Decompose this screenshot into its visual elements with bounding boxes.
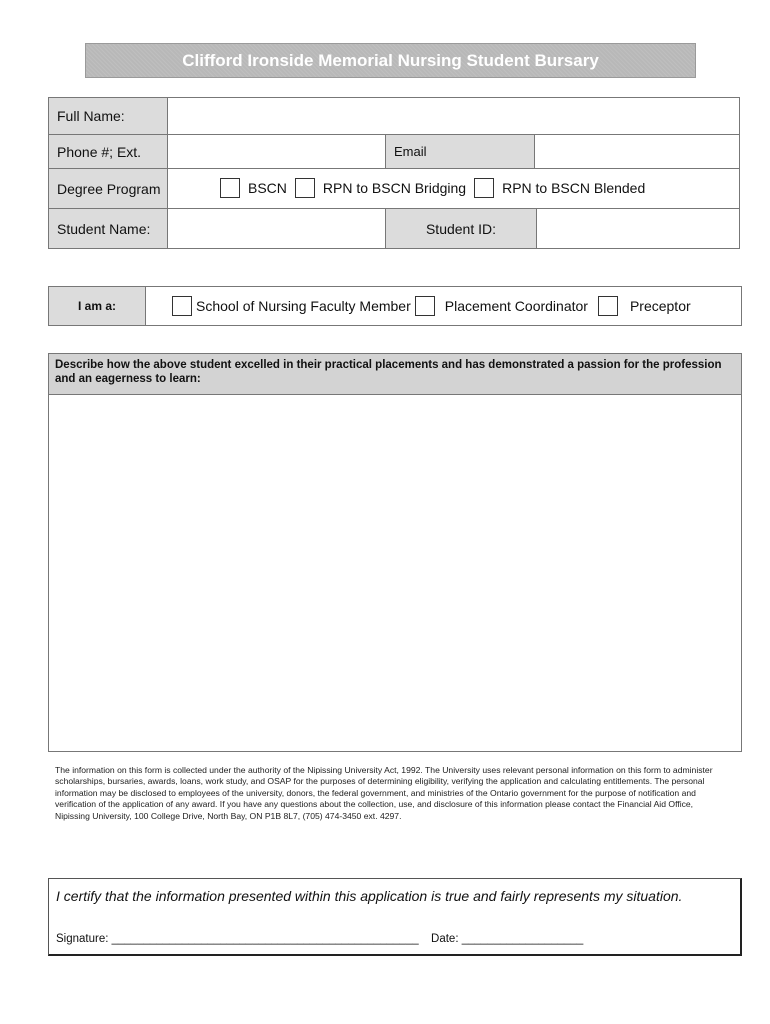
bscn-label: BSCN: [248, 180, 287, 196]
signature-date-line: [56, 933, 583, 945]
form-title: Clifford Ironside Memorial Nursing Student Bursary: [85, 43, 696, 78]
full-name-label: Full Name:: [48, 97, 168, 135]
phone-field[interactable]: [167, 134, 386, 169]
faculty-member-label: School of Nursing Faculty Member: [196, 298, 411, 314]
placement-coordinator-checkbox[interactable]: [415, 296, 435, 316]
preceptor-checkbox[interactable]: [598, 296, 618, 316]
student-id-label: Student ID:: [385, 208, 537, 249]
student-name-field[interactable]: [167, 208, 386, 249]
role-label: I am a:: [48, 286, 146, 326]
faculty-member-checkbox[interactable]: [172, 296, 192, 316]
student-name-label: Student Name:: [48, 208, 168, 249]
degree-program-options: [167, 168, 740, 209]
rpn-bridging-label: RPN to BSCN Bridging: [322, 180, 467, 196]
full-name-field[interactable]: [167, 97, 740, 135]
rpn-blended-label: RPN to BSCN Blended: [502, 180, 646, 196]
date-field[interactable]: Date: ___________________: [431, 933, 584, 945]
student-id-field[interactable]: [536, 208, 740, 249]
signature-field[interactable]: Signature: ________________________________________________: [56, 933, 419, 945]
degree-program-label: Degree Program: [48, 168, 168, 209]
rpn-blended-checkbox[interactable]: [474, 178, 494, 198]
certification-statement: I certify that the information presented within this application is true and fairly represents my situation.: [56, 888, 683, 904]
privacy-notice: The information on this form is collected under the authority of the Nipissing University Act, 1992. The University uses relevant personal information on this form to administer scholarships, bursaries, awards, loans, work study, and OSAP for the purposes of determining eligibility, verifying the application and calculating entitlements. The personal information may be disclosed to employees of the university, donors, the federal government, and ministries of the Ontario government for the purpose of notification and verification of the application of any award. If you have any questions about the collection, use, and disclosure of this information please contact the Financial Aid Office, Nipissing University, 100 College Drive, North Bay, ON P1B 8L7, (705) 474-3450 ext. 4297.: [55, 765, 713, 821]
description-textarea[interactable]: [48, 395, 742, 752]
email-field[interactable]: [534, 134, 740, 169]
description-prompt: Describe how the above student excelled in their practical placements and has demonstrated a passion for the profession and an eagerness to learn:: [48, 353, 742, 395]
phone-label: Phone #; Ext.: [48, 134, 168, 169]
rpn-bridging-checkbox[interactable]: [295, 178, 315, 198]
placement-coordinator-label: Placement Coordinator: [444, 298, 588, 314]
bscn-checkbox[interactable]: [220, 178, 240, 198]
email-label: Email: [385, 134, 535, 169]
role-options: [145, 286, 742, 326]
preceptor-label: Preceptor: [629, 298, 691, 314]
